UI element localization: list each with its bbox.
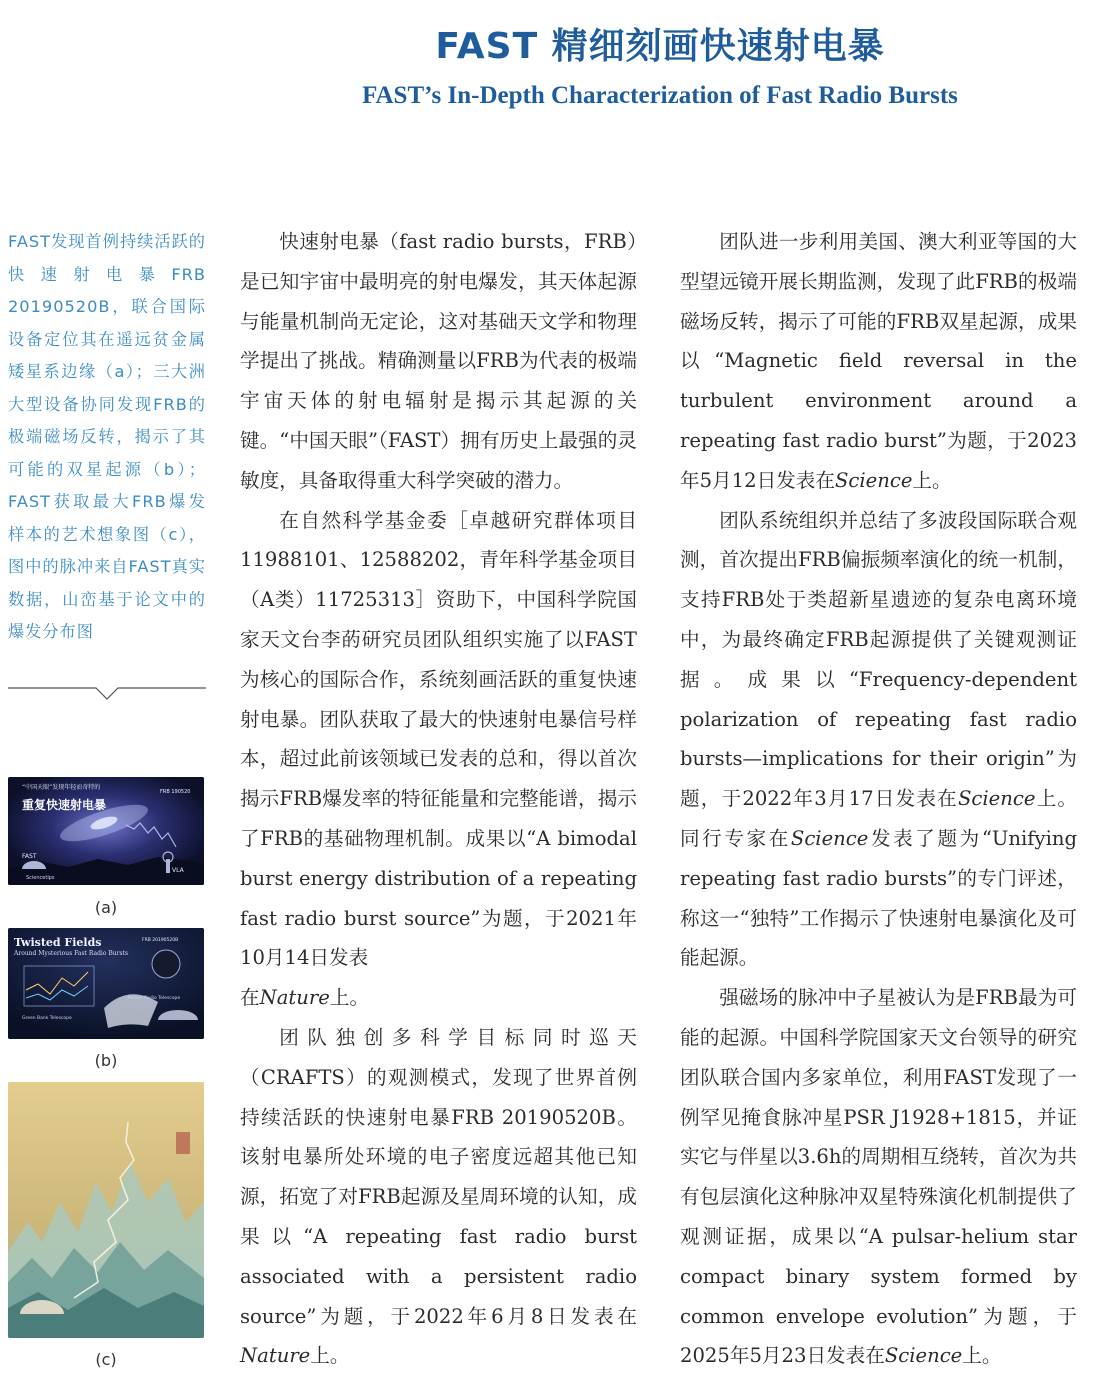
figure-b-frb-label: FRB 20190520B bbox=[142, 938, 179, 943]
figure-a-image bbox=[8, 777, 204, 885]
paragraph: 强磁场的脉冲中子星被认为是FRB最为可能的起源。中国科学院国家天文台领导的研究团队联合国内多家单位，利用FAST发现了一例罕见掩食脉冲星PSR J1928+1815，并证实它与伴星以3.6h的周期相互绕转，首次为共有包层演化这种脉冲双星特殊演化机制提供了观测证据，成果以“A pulsar-helium star compact binary system formed by common envelope evolution”为题，于2025年5月23日发表在Science上。 bbox=[680, 986, 1077, 1368]
page-subtitle: FAST’s In-Depth Characterization of Fast Radio Bursts bbox=[362, 82, 958, 109]
figure-b-subtitle: Around Mysterious Fast Radio Bursts bbox=[14, 950, 129, 957]
journal-name: Nature bbox=[240, 1344, 311, 1368]
figure-a-title: 重复快速射电暴 bbox=[22, 798, 107, 812]
paragraph: 团队系统组织并总结了多波段国际联合观测，首次提出FRB偏振频率演化的统一机制，支持FRB处于类超新星遗迹的复杂电离环境中，为最终确定FRB起源提供了关键观测证据。成果以“Frequency-dependent polarization of repeating fast radio bursts—implications for their origin”为题，于2022年3月17日发表在Science上。同行专家在Science发表了题为“Unifying repeating fast radio bursts”的专门评述，称这一“独特”工作揭示了快速射电暴演化及可能起源。 bbox=[680, 508, 1078, 970]
figure-a-fast-label: FAST bbox=[22, 853, 37, 860]
paragraph: 快速射电暴（fast radio bursts，FRB）是已知宇宙中最明亮的射电爆发，其天体起源与能量机制尚无定论，这对基础天文学和物理学提出了挑战。精确测量以FRB为代表的极端宇宙天体的射电辐射是揭示其起源的关键。“中国天眼”（FAST）拥有历史上最强的灵敏度，具备取得重大科学突破的潜力。 bbox=[240, 230, 637, 492]
figure-a-frb-label: FRB 190520 bbox=[160, 789, 191, 795]
journal-name: Science bbox=[884, 1344, 963, 1368]
figure-b-image bbox=[8, 928, 204, 1039]
figure-b-parkes-label: Parkes Radio Telescope bbox=[128, 996, 181, 1001]
article-column-2 bbox=[680, 222, 1077, 1376]
paragraph: 在自然科学基金委［卓越研究群体项目11988101、12588202，青年科学基金项目（A类）11725313］资助下，中国科学院国家天文台李菂研究员团队组织实施了以FAST为核心的国际合作，系统刻画活跃的重复快速射电暴。团队获取了最大的快速射电暴信号样本，超过此前该领域已发表的总和，得以首次揭示FRB爆发率的特征能量和完整能谱，揭示了FRB的基础物理机制。成果以“A bimodal burst energy distribution of a repeating fast radio burst source”为题，于2021年10月14日发表 bbox=[240, 508, 637, 970]
figure-c-image bbox=[8, 1082, 204, 1338]
page-title: FAST 精细刻画快速射电暴 bbox=[435, 26, 885, 67]
figure-a-label: (a) bbox=[94, 898, 118, 917]
journal-name: Science bbox=[834, 468, 913, 492]
figure-a-vla-label: VLA bbox=[172, 867, 184, 874]
figure-b-label: (b) bbox=[94, 1051, 118, 1070]
figure-a-credit: Sciencetips bbox=[26, 875, 55, 881]
figure-caption: FAST发现首例持续活跃的快速射电暴FRB 20190520B，联合国际设备定位其在遥远贫金属矮星系边缘（a）；三大洲大型设备协同发现FRB的极端磁场反转，揭示了其可能的双星起源（b）；FAST获取最大FRB爆发样本的艺术想象图（c），图中的脉冲来自FAST真实数据，山峦基于论文中的爆发分布图 bbox=[8, 232, 206, 641]
figure-c-label: (c) bbox=[95, 1350, 117, 1369]
caption-divider bbox=[8, 685, 206, 703]
paragraph: 团队独创多科学目标同时巡天（CRAFTS）的观测模式，发现了世界首例持续活跃的快速射电暴FRB 20190520B。该射电暴所处环境的电子密度远超其他已知源，拓宽了对FRB起源及星周环境的认知，成果以“A repeating fast radio burst associated with a persistent radio source”为题，于2022年6月8日发表在Nature上。 bbox=[240, 1025, 637, 1368]
figure-b-gbt-label: Green Bank Telescope bbox=[22, 1016, 72, 1021]
journal-name: Science bbox=[957, 787, 1036, 811]
article-column-1 bbox=[240, 222, 637, 1376]
paragraph: 在Nature上。 bbox=[240, 986, 370, 1010]
journal-name: Nature bbox=[259, 986, 330, 1010]
journal-name: Science bbox=[790, 826, 869, 850]
paragraph: 团队进一步利用美国、澳大利亚等国的大型望远镜开展长期监测，发现了此FRB的极端磁场反转，揭示了可能的FRB双星起源，成果以“Magnetic field reversal in the turbulent environment around a repeating fast radio burst”为题，于2023年5月12日发表在Science上。 bbox=[680, 230, 1077, 492]
figure-b-title: Twisted Fields bbox=[14, 936, 102, 949]
figure-a-tag: “中国天眼”发现年轻而奇特的 bbox=[22, 784, 101, 791]
